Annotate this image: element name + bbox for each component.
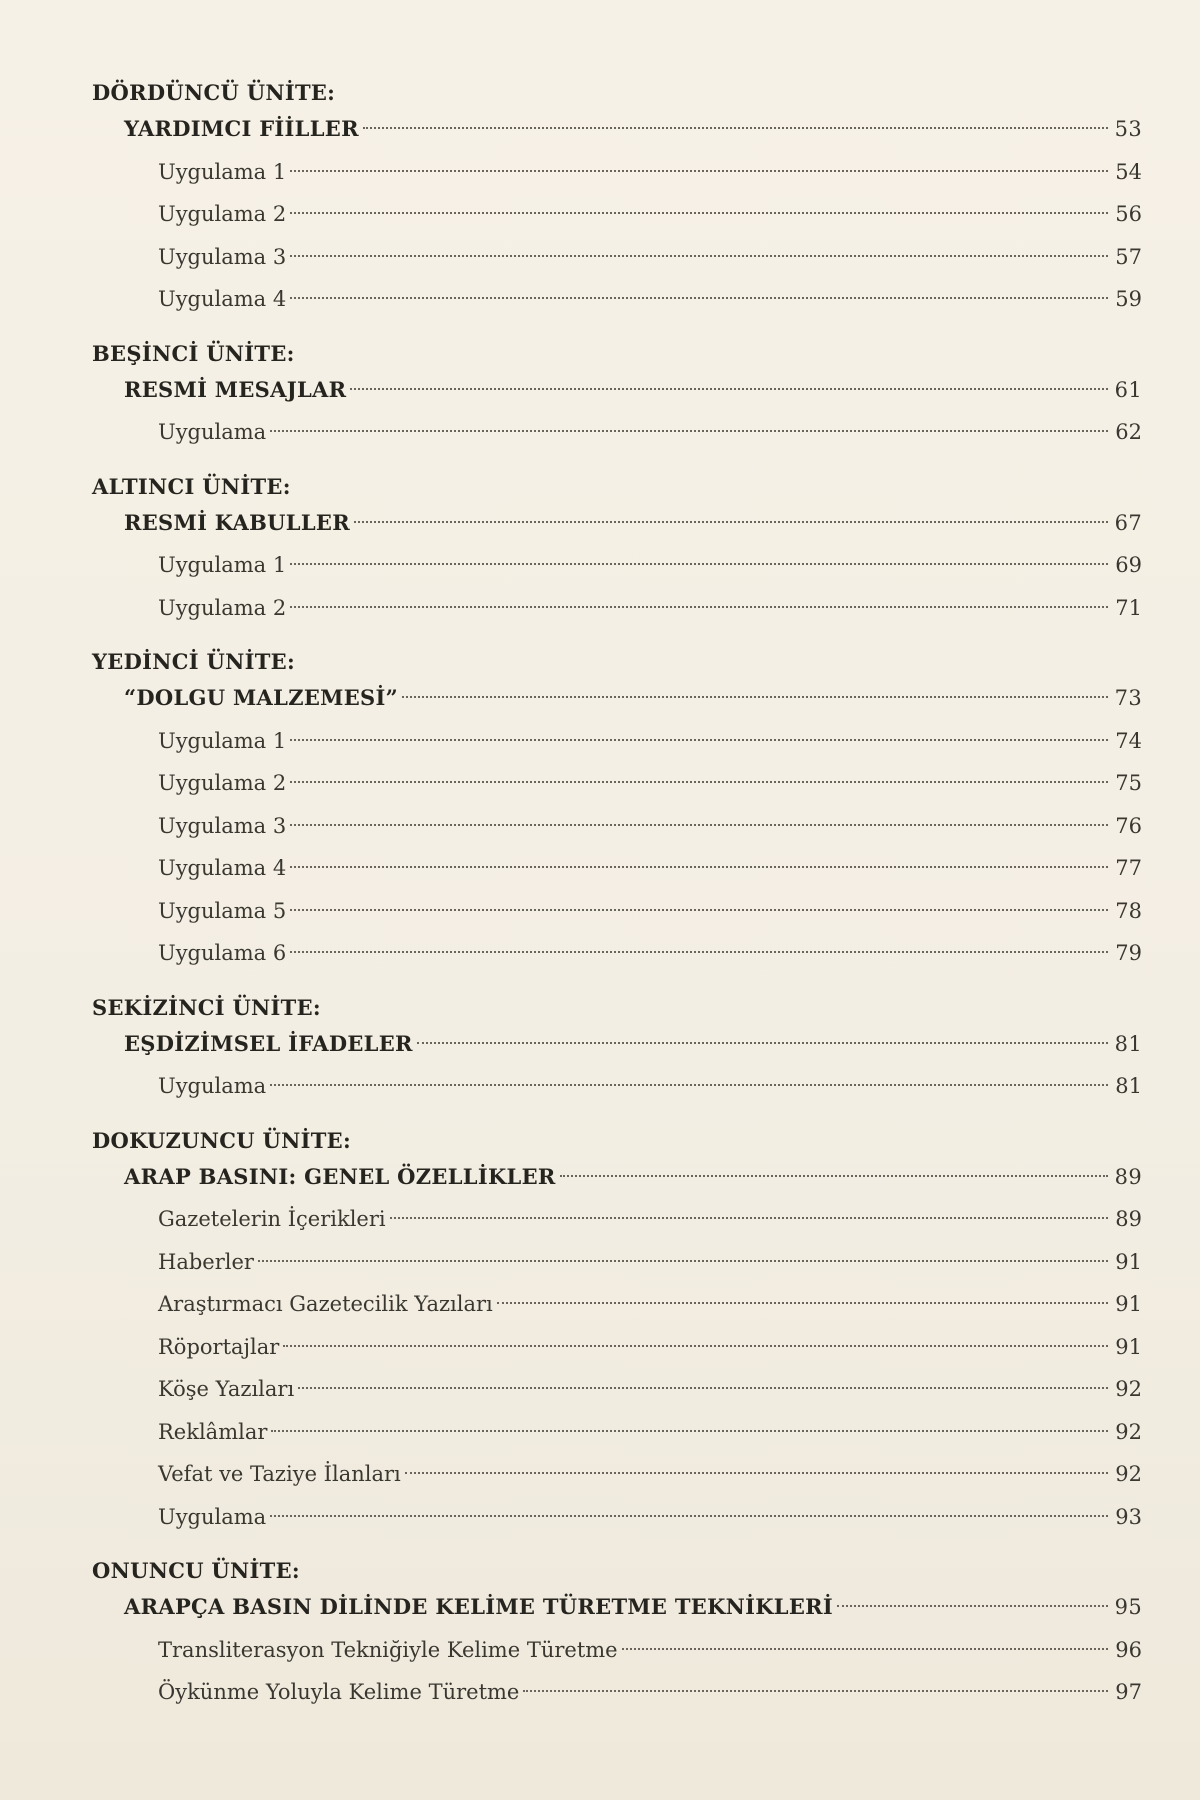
toc-entry[interactable] bbox=[92, 236, 1142, 279]
dot-leader bbox=[350, 388, 1108, 390]
entry-title: Vefat ve Taziye İlanları bbox=[158, 1462, 401, 1486]
toc-topic-entry[interactable] bbox=[92, 502, 1142, 545]
entry-title: Uygulama 1 bbox=[158, 553, 287, 577]
page-number: 79 bbox=[1115, 941, 1142, 965]
page-number: 89 bbox=[1114, 1164, 1142, 1189]
topic-title: EŞDİZİMSEL İFADELER bbox=[124, 1030, 413, 1056]
toc-entry[interactable] bbox=[92, 1241, 1142, 1284]
entry-title: Uygulama 5 bbox=[158, 898, 287, 923]
dot-leader bbox=[560, 1175, 1108, 1177]
topic-title: YARDIMCI FİİLLER bbox=[124, 116, 359, 141]
page-number: 91 bbox=[1115, 1334, 1142, 1359]
toc-entry[interactable] bbox=[92, 1411, 1142, 1454]
toc-entry[interactable] bbox=[92, 1671, 1142, 1714]
dot-leader bbox=[270, 1515, 1108, 1517]
page-number: 62 bbox=[1115, 420, 1142, 444]
toc-topic-entry[interactable] bbox=[92, 677, 1142, 720]
entry-title: Öykünme Yoluyla Kelime Türetme bbox=[158, 1680, 520, 1704]
dot-leader bbox=[271, 1430, 1108, 1432]
page-number: 91 bbox=[1115, 1292, 1142, 1316]
page-number: 95 bbox=[1114, 1595, 1142, 1619]
page-number: 54 bbox=[1115, 159, 1142, 184]
dot-leader bbox=[298, 1387, 1108, 1389]
dot-leader bbox=[523, 1690, 1108, 1692]
toc-entry[interactable] bbox=[92, 720, 1142, 763]
toc-entry[interactable] bbox=[92, 1368, 1142, 1411]
dot-leader bbox=[405, 1472, 1108, 1474]
dot-leader bbox=[402, 696, 1108, 698]
dot-leader bbox=[354, 521, 1108, 523]
page-number: 92 bbox=[1115, 1419, 1142, 1444]
toc-entry[interactable] bbox=[92, 1453, 1142, 1496]
page-number: 59 bbox=[1115, 287, 1142, 311]
entry-title: Uygulama 1 bbox=[158, 728, 287, 753]
entry-title: Uygulama 1 bbox=[158, 159, 287, 184]
topic-title: “DOLGU MALZEMESİ” bbox=[124, 685, 398, 710]
entry-title: Transliterasyon Tekniğiyle Kelime Türetme bbox=[158, 1637, 618, 1662]
dot-leader bbox=[390, 1217, 1108, 1219]
toc-topic-entry[interactable] bbox=[92, 1156, 1142, 1199]
toc-entry[interactable] bbox=[92, 890, 1142, 933]
toc-entry[interactable] bbox=[92, 1198, 1142, 1241]
entry-title: Uygulama bbox=[158, 420, 267, 444]
dot-leader bbox=[290, 824, 1108, 826]
page-number: 73 bbox=[1114, 686, 1142, 710]
toc-entry[interactable] bbox=[92, 1283, 1142, 1326]
topic-title: RESMİ KABULLER bbox=[124, 509, 350, 535]
dot-leader bbox=[258, 1260, 1108, 1262]
dot-leader bbox=[290, 951, 1108, 953]
dot-leader bbox=[837, 1605, 1108, 1607]
page-number: 74 bbox=[1115, 728, 1142, 753]
dot-leader bbox=[417, 1042, 1108, 1044]
page-number: 92 bbox=[1115, 1462, 1142, 1486]
page-number: 76 bbox=[1115, 813, 1142, 838]
toc-topic-entry[interactable] bbox=[92, 1023, 1142, 1066]
toc-topic-entry[interactable] bbox=[92, 1586, 1142, 1629]
toc-entry[interactable] bbox=[92, 193, 1142, 236]
dot-leader bbox=[290, 739, 1108, 741]
toc-entry[interactable] bbox=[92, 1326, 1142, 1369]
toc-entry[interactable] bbox=[92, 1496, 1142, 1539]
entry-title: Uygulama bbox=[158, 1504, 267, 1529]
dot-leader bbox=[290, 170, 1108, 172]
entry-title: Uygulama 2 bbox=[158, 595, 287, 620]
page-number: 93 bbox=[1115, 1504, 1142, 1529]
page-number: 96 bbox=[1115, 1637, 1142, 1662]
entry-title: Uygulama 6 bbox=[158, 941, 287, 965]
dot-leader bbox=[290, 909, 1108, 911]
entry-title: Röportajlar bbox=[158, 1334, 280, 1359]
dot-leader bbox=[270, 430, 1108, 432]
entry-title: Haberler bbox=[158, 1249, 254, 1274]
toc-topic-entry[interactable] bbox=[92, 369, 1142, 412]
page-number: 78 bbox=[1115, 898, 1142, 923]
topic-title: ARAPÇA BASIN DİLİNDE KELİME TÜRETME TEKNİKLERİ bbox=[124, 1594, 834, 1619]
unit-heading: ONUNCU ÜNİTE: bbox=[92, 1558, 300, 1583]
table-of-contents bbox=[92, 78, 1142, 1732]
entry-title: Araştırmacı Gazetecilik Yazıları bbox=[158, 1292, 493, 1316]
page-number: 71 bbox=[1115, 595, 1142, 620]
page-number: 77 bbox=[1115, 856, 1142, 880]
page-number: 92 bbox=[1115, 1377, 1142, 1401]
entry-title: Gazetelerin İçerikleri bbox=[158, 1207, 386, 1231]
dot-leader bbox=[290, 781, 1108, 783]
unit-heading: ALTINCI ÜNİTE: bbox=[92, 473, 291, 499]
page-number: 89 bbox=[1115, 1207, 1142, 1231]
dot-leader bbox=[290, 866, 1108, 868]
entry-title: Reklâmlar bbox=[158, 1419, 268, 1444]
unit-heading: DÖRDÜNCÜ ÜNİTE: bbox=[92, 80, 336, 105]
page-number: 67 bbox=[1114, 510, 1142, 535]
topic-title: RESMİ MESAJLAR bbox=[124, 376, 347, 402]
toc-entry[interactable] bbox=[92, 932, 1142, 975]
page-number: 81 bbox=[1115, 1074, 1142, 1098]
toc-unit bbox=[92, 339, 1142, 454]
entry-title: Uygulama bbox=[158, 1074, 267, 1098]
page-number: 69 bbox=[1115, 553, 1142, 577]
page-number: 75 bbox=[1115, 771, 1142, 795]
dot-leader bbox=[283, 1345, 1108, 1347]
page-number: 61 bbox=[1114, 377, 1142, 402]
toc-entry[interactable] bbox=[92, 805, 1142, 848]
toc-entry[interactable] bbox=[92, 151, 1142, 194]
page-number: 81 bbox=[1114, 1031, 1142, 1056]
entry-title: Uygulama 4 bbox=[158, 287, 287, 311]
toc-entry[interactable] bbox=[92, 587, 1142, 630]
dot-leader bbox=[622, 1648, 1108, 1650]
dot-leader bbox=[497, 1302, 1108, 1304]
topic-title: ARAP BASINI: GENEL ÖZELLİKLER bbox=[124, 1163, 556, 1189]
toc-topic-entry[interactable] bbox=[92, 108, 1142, 151]
toc-unit bbox=[92, 78, 1142, 321]
unit-heading: BEŞİNCİ ÜNİTE: bbox=[92, 340, 295, 366]
toc-unit bbox=[92, 1126, 1142, 1539]
entry-title: Uygulama 2 bbox=[158, 771, 287, 795]
toc-entry[interactable] bbox=[92, 847, 1142, 890]
dot-leader bbox=[290, 563, 1108, 565]
page-number: 53 bbox=[1114, 117, 1142, 141]
dot-leader bbox=[290, 255, 1108, 257]
toc-unit bbox=[92, 1556, 1142, 1714]
page-number: 57 bbox=[1115, 244, 1142, 269]
dot-leader bbox=[270, 1084, 1108, 1086]
dot-leader bbox=[290, 297, 1108, 299]
toc-entry[interactable] bbox=[92, 411, 1142, 454]
page-number: 91 bbox=[1115, 1249, 1142, 1274]
toc-entry[interactable] bbox=[92, 762, 1142, 805]
toc-entry[interactable] bbox=[92, 278, 1142, 321]
toc-entry[interactable] bbox=[92, 1065, 1142, 1108]
unit-heading: YEDİNCİ ÜNİTE: bbox=[92, 649, 295, 674]
unit-heading: DOKUZUNCU ÜNİTE: bbox=[92, 1127, 352, 1153]
dot-leader bbox=[290, 606, 1108, 608]
entry-title: Köşe Yazıları bbox=[158, 1377, 295, 1401]
dot-leader bbox=[363, 127, 1108, 129]
dot-leader bbox=[290, 212, 1108, 214]
toc-entry[interactable] bbox=[92, 544, 1142, 587]
page-number: 97 bbox=[1115, 1680, 1142, 1704]
page-number: 56 bbox=[1115, 202, 1142, 226]
entry-title: Uygulama 3 bbox=[158, 244, 287, 269]
entry-title: Uygulama 2 bbox=[158, 202, 287, 226]
toc-unit bbox=[92, 993, 1142, 1108]
entry-title: Uygulama 4 bbox=[158, 856, 287, 880]
toc-unit bbox=[92, 472, 1142, 630]
unit-heading: SEKİZİNCİ ÜNİTE: bbox=[92, 994, 321, 1020]
toc-unit bbox=[92, 647, 1142, 975]
toc-entry[interactable] bbox=[92, 1629, 1142, 1672]
entry-title: Uygulama 3 bbox=[158, 813, 287, 838]
